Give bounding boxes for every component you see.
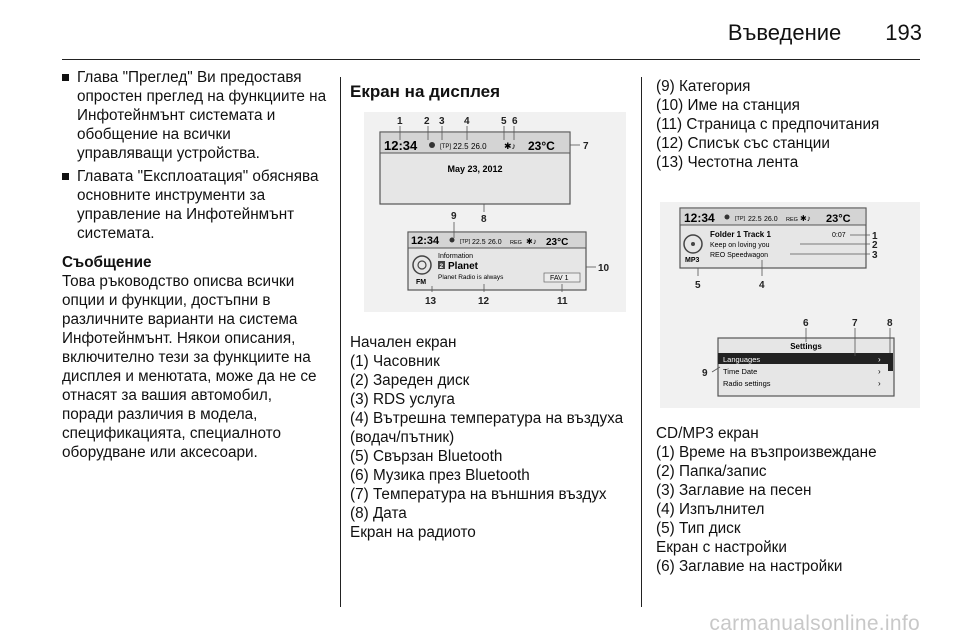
chevron-right-icon: › bbox=[878, 367, 881, 376]
bluetooth-icon: ✱♪ bbox=[504, 141, 517, 151]
list-item: (8) Дата bbox=[350, 505, 407, 522]
page-header bbox=[728, 20, 922, 50]
cd-song: Keep on loving you bbox=[710, 242, 770, 249]
callout-1: 1 bbox=[872, 231, 878, 242]
callout-5: 5 bbox=[695, 280, 701, 291]
settings-row-3: Radio settings bbox=[723, 379, 771, 388]
radio-station: Planet bbox=[448, 261, 479, 272]
list-item: Екран на радиото bbox=[350, 524, 476, 541]
callout-6: 6 bbox=[803, 318, 809, 329]
settings-row-2: Time Date bbox=[723, 367, 758, 376]
chevron-right-icon: › bbox=[878, 355, 881, 364]
list-item: (4) Вътрешна температура на въздуха (водач/пътник) bbox=[350, 410, 624, 446]
cd-temp-in2: 26.0 bbox=[764, 216, 778, 223]
home-temp-in2: 26.0 bbox=[471, 142, 487, 151]
list-item: (3) RDS услуга bbox=[350, 391, 455, 408]
cd-temp-in1: 22.5 bbox=[748, 216, 762, 223]
disc-icon bbox=[429, 142, 435, 148]
list-item: (13) Честотна лента bbox=[656, 154, 799, 171]
radio-rds: [TP] bbox=[460, 239, 471, 245]
bluetooth-icon: ✱♪ bbox=[800, 214, 811, 223]
radio-clock: 12:34 bbox=[411, 235, 440, 247]
radio-band: FM bbox=[416, 279, 427, 286]
settings-title: Settings bbox=[790, 342, 822, 351]
cd-artist: REO Speedwagon bbox=[710, 252, 768, 259]
note-title: Съобщение bbox=[62, 254, 152, 271]
bullet-square-icon bbox=[62, 74, 69, 81]
list-item: (11) Страница с предпочитания bbox=[656, 116, 880, 133]
figure-caption: CD/MP3 екран bbox=[656, 425, 759, 442]
bullet-square-icon bbox=[62, 173, 69, 180]
home-clock: 12:34 bbox=[384, 138, 418, 153]
disc-icon bbox=[450, 238, 455, 243]
list-item: Екран с настройки bbox=[656, 539, 787, 556]
column-divider-1 bbox=[340, 77, 341, 607]
list-item: (1) Часовник bbox=[350, 353, 440, 370]
column-divider-2 bbox=[641, 77, 642, 607]
chapter-title: Въведение bbox=[727, 20, 842, 45]
callout-8: 8 bbox=[481, 214, 487, 225]
callout-2: 2 bbox=[424, 116, 430, 127]
list-item: (7) Температура на външния въздух bbox=[350, 486, 607, 503]
callout-9: 9 bbox=[451, 211, 457, 222]
list-item: (12) Списък със станции bbox=[656, 135, 830, 152]
radio-category: Information bbox=[438, 253, 474, 260]
radio-temp-out: 23°C bbox=[546, 237, 569, 248]
figure-home-radio bbox=[364, 112, 626, 312]
home-rds: [TP] bbox=[440, 144, 452, 150]
list-item: (6) Заглавие на настройки bbox=[656, 558, 843, 575]
callout-13: 13 bbox=[425, 296, 437, 307]
list-item: (1) Време на възпроизвеждане bbox=[656, 444, 877, 461]
radio-fav: FAV 1 bbox=[550, 275, 569, 282]
column-2 bbox=[350, 68, 635, 101]
callout-6: 6 bbox=[512, 116, 518, 127]
home-temp-out: 23°C bbox=[528, 139, 555, 153]
list-item: (2) Папка/запис bbox=[656, 463, 767, 480]
page-number: 193 bbox=[885, 20, 922, 45]
watermark-footer: carmanualsonline.info bbox=[709, 612, 920, 635]
callout-11: 11 bbox=[557, 296, 568, 307]
column-3-bottom bbox=[656, 424, 926, 576]
cd-clock: 12:34 bbox=[684, 211, 715, 225]
radio-temp-in1: 22.5 bbox=[472, 239, 486, 246]
column-2-list bbox=[350, 333, 635, 542]
column-3-top bbox=[656, 77, 926, 172]
radio-text: Planet Radio is always bbox=[438, 274, 504, 281]
section-heading: Екран на дисплея bbox=[350, 82, 501, 101]
callout-4: 4 bbox=[759, 280, 765, 291]
bullet-item bbox=[62, 68, 327, 163]
callout-7: 7 bbox=[852, 318, 858, 329]
header-rule bbox=[62, 59, 920, 60]
disc-icon bbox=[725, 215, 730, 220]
cd-temp-out: 23°C bbox=[826, 213, 851, 225]
bullet-text: Главата "Експлоатация" обяснява основните инструменти за управление на Инфотейнмънт системата. bbox=[77, 168, 319, 242]
list-item: (10) Име на станция bbox=[656, 97, 800, 114]
callout-2: 2 bbox=[872, 240, 878, 251]
radio-preset-num: 2 bbox=[439, 263, 444, 270]
list-item: (5) Свързан Bluetooth bbox=[350, 448, 503, 465]
figure-caption: Начален екран bbox=[350, 334, 457, 351]
radio-reg: REG bbox=[510, 240, 522, 246]
callout-3: 3 bbox=[872, 250, 878, 261]
note-text: Това ръководство описва всички опции и функции, достъпни в различните варианти на система Инфотейнмънт. Някои описания, включително тези за функциите на дисплея и менютата, може да не се отнасят за вашия автомобил, поради различия в модела, спецификацията, специалното оборудване или аксесоари. bbox=[62, 273, 317, 461]
list-item: (3) Заглавие на песен bbox=[656, 482, 812, 499]
callout-4: 4 bbox=[464, 116, 470, 127]
callout-10: 10 bbox=[598, 263, 610, 274]
radio-temp-in2: 26.0 bbox=[488, 239, 502, 246]
callout-5: 5 bbox=[501, 116, 507, 127]
list-item: (9) Категория bbox=[656, 78, 751, 95]
cd-rds: [TP] bbox=[735, 216, 746, 222]
figure-cd-settings bbox=[660, 202, 920, 408]
list-item: (4) Изпълнител bbox=[656, 501, 765, 518]
cd-time: 0:07 bbox=[832, 232, 846, 239]
home-date: May 23, 2012 bbox=[447, 164, 503, 174]
callout-8: 8 bbox=[887, 318, 893, 329]
home-temp-in1: 22.5 bbox=[453, 142, 469, 151]
settings-row-1: Languages bbox=[723, 355, 761, 364]
bullet-text: Глава "Преглед" Ви предоставя опростен преглед на функциите на Инфотейнмънт системата и обобщение на всички управляващи устройства. bbox=[77, 69, 327, 162]
cd-reg: REG bbox=[786, 217, 798, 223]
scrollbar bbox=[888, 353, 893, 371]
column-1 bbox=[62, 68, 327, 462]
cd-disc-type: MP3 bbox=[685, 257, 700, 264]
bullet-item bbox=[62, 167, 327, 243]
callout-3: 3 bbox=[439, 116, 445, 127]
callout-7: 7 bbox=[583, 141, 589, 152]
chevron-right-icon: › bbox=[878, 379, 881, 388]
cd-folder: Folder 1 Track 1 bbox=[710, 230, 771, 239]
callout-1: 1 bbox=[397, 116, 403, 127]
callout-12: 12 bbox=[478, 296, 490, 307]
bluetooth-icon: ✱♪ bbox=[526, 237, 537, 246]
callout-9: 9 bbox=[702, 368, 708, 379]
list-item: (2) Зареден диск bbox=[350, 372, 470, 389]
list-item: (5) Тип диск bbox=[656, 520, 741, 537]
list-item: (6) Музика през Bluetooth bbox=[350, 467, 530, 484]
